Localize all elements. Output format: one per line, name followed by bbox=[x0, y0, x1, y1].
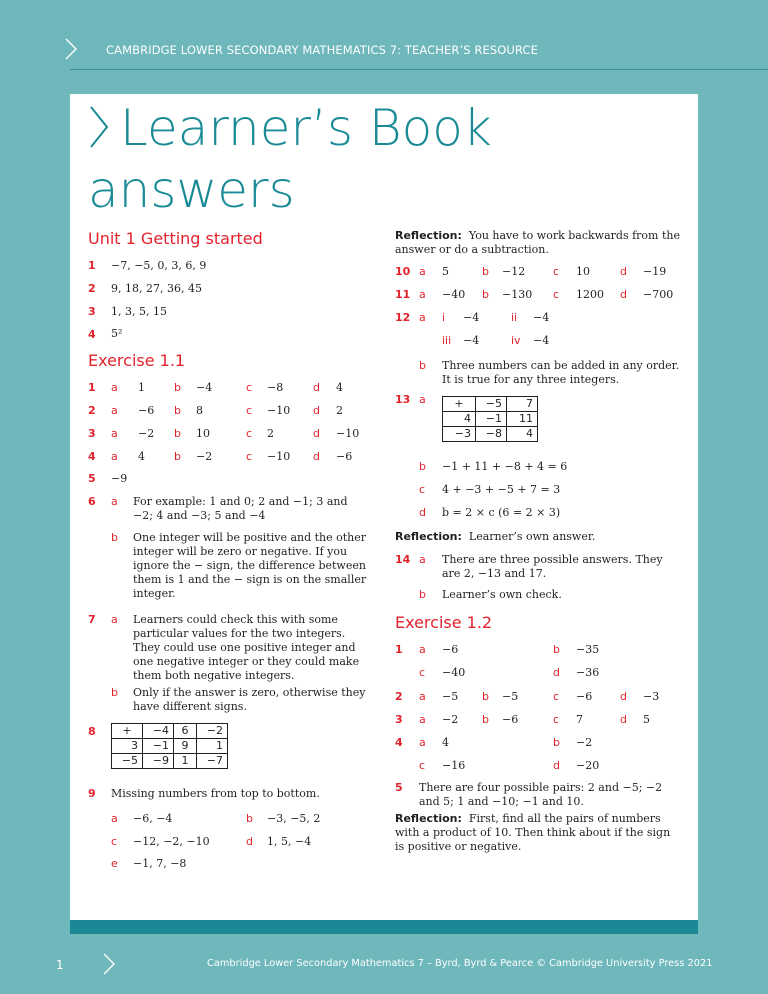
part-label: c bbox=[246, 404, 253, 417]
section-heading-exercise-1-2: Exercise 1.2 bbox=[395, 613, 493, 632]
answer: −2 bbox=[138, 427, 155, 440]
answer: 9, 18, 27, 36, 45 bbox=[111, 282, 202, 295]
answer: −2 bbox=[196, 450, 213, 463]
answer: −10 bbox=[267, 450, 291, 463]
part-label: b bbox=[246, 812, 253, 825]
header-rule bbox=[70, 69, 768, 70]
question-number: 2 bbox=[88, 282, 96, 295]
part-label: d bbox=[553, 666, 560, 679]
answer-text: Missing numbers from top to bottom. bbox=[111, 787, 320, 800]
part-label: a bbox=[419, 265, 426, 278]
question-number: 11 bbox=[395, 288, 411, 301]
answer: 10 bbox=[576, 265, 590, 278]
reflection-note: Reflection: Learner’s own answer. bbox=[395, 530, 596, 543]
page-header bbox=[0, 0, 768, 70]
part-label: a bbox=[111, 450, 118, 463]
addition-grid bbox=[442, 396, 538, 442]
header-title: CAMBRIDGE LOWER SECONDARY MATHEMATICS 7: TEACHER’S RESOURCE bbox=[106, 43, 538, 57]
answer: −4 bbox=[533, 334, 550, 347]
part-label: c bbox=[553, 265, 560, 278]
answer: −12 bbox=[502, 265, 526, 278]
answer: −10 bbox=[336, 427, 360, 440]
chevron-right-icon bbox=[102, 953, 116, 975]
answer: −3, −5, 2 bbox=[267, 812, 321, 825]
part-label: e bbox=[111, 857, 118, 870]
answer-text: Only if the answer is zero, otherwise they have different signs. bbox=[133, 686, 366, 713]
answer-text: Learner’s own check. bbox=[442, 588, 562, 601]
grid-cell: 6 bbox=[174, 724, 197, 739]
question-number: 5 bbox=[395, 781, 403, 794]
answer: −36 bbox=[576, 666, 600, 679]
answer: −6, −4 bbox=[133, 812, 173, 825]
part-label: d bbox=[313, 404, 320, 417]
answer: −5 bbox=[442, 690, 459, 703]
subpart-label: iv bbox=[511, 334, 521, 347]
grid-cell: 4 bbox=[443, 412, 476, 427]
reflection-note: Reflection: You have to work backwards from the answer or do a subtraction. bbox=[395, 229, 680, 256]
part-label: b bbox=[482, 288, 489, 301]
question-number: 10 bbox=[395, 265, 411, 278]
answer: 7 bbox=[576, 713, 583, 726]
part-label: a bbox=[111, 404, 118, 417]
part-label: b bbox=[174, 450, 181, 463]
part-label: c bbox=[111, 835, 118, 848]
answer: 10 bbox=[196, 427, 210, 440]
subpart-label: ii bbox=[511, 311, 518, 324]
grid-cell: −1 bbox=[143, 739, 174, 754]
answer: −9 bbox=[111, 472, 128, 485]
grid-cell: + bbox=[443, 397, 476, 412]
answer: −35 bbox=[576, 643, 600, 656]
question-number: 6 bbox=[88, 495, 96, 508]
answer: −40 bbox=[442, 288, 466, 301]
answer: 1 bbox=[138, 381, 145, 394]
answer: 8 bbox=[196, 404, 203, 417]
question-number: 1 bbox=[395, 643, 403, 656]
answer: −16 bbox=[442, 759, 466, 772]
reflection-note: Reflection: First, find all the pairs of numbers with a product of 10. Then think about if the sign is positive or negative. bbox=[395, 812, 671, 853]
grid-cell: −9 bbox=[143, 754, 174, 769]
part-label: b bbox=[111, 531, 118, 544]
answer-text: Three numbers can be added in any order. It is true for any three integers. bbox=[442, 359, 680, 386]
answer: 5² bbox=[111, 327, 123, 340]
chevron-right-icon bbox=[88, 105, 110, 149]
part-label: c bbox=[419, 483, 426, 496]
part-label: b bbox=[419, 588, 426, 601]
part-label: b bbox=[174, 404, 181, 417]
grid-cell: −4 bbox=[143, 724, 174, 739]
answer: −8 bbox=[267, 381, 284, 394]
part-label: a bbox=[111, 381, 118, 394]
part-label: a bbox=[419, 713, 426, 726]
grid-cell: −7 bbox=[197, 754, 228, 769]
part-label: c bbox=[246, 381, 253, 394]
question-number: 8 bbox=[88, 725, 96, 738]
question-number: 13 bbox=[395, 393, 411, 406]
answer: −6 bbox=[138, 404, 155, 417]
answer: −5 bbox=[502, 690, 519, 703]
part-label: b bbox=[482, 265, 489, 278]
part-label: d bbox=[620, 713, 627, 726]
subpart-label: iii bbox=[442, 334, 452, 347]
answer: 5 bbox=[643, 713, 650, 726]
answer: 4 bbox=[138, 450, 145, 463]
answer: −3 bbox=[643, 690, 660, 703]
part-label: a bbox=[111, 613, 118, 626]
part-label: c bbox=[553, 690, 560, 703]
grid-cell: + bbox=[112, 724, 143, 739]
part-label: c bbox=[553, 713, 560, 726]
answer: −19 bbox=[643, 265, 667, 278]
part-label: a bbox=[111, 427, 118, 440]
part-label: b bbox=[553, 643, 560, 656]
part-label: c bbox=[419, 666, 426, 679]
part-label: a bbox=[419, 690, 426, 703]
grid-cell: −5 bbox=[476, 397, 507, 412]
answer: −40 bbox=[442, 666, 466, 679]
part-label: a bbox=[111, 495, 118, 508]
answer: 2 bbox=[267, 427, 274, 440]
part-label: a bbox=[419, 288, 426, 301]
answer: 5 bbox=[442, 265, 449, 278]
part-label: d bbox=[553, 759, 560, 772]
question-number: 3 bbox=[395, 713, 403, 726]
part-label: d bbox=[620, 265, 627, 278]
grid-cell: 9 bbox=[174, 739, 197, 754]
grid-cell: −5 bbox=[112, 754, 143, 769]
question-number: 4 bbox=[395, 736, 403, 749]
answer: −20 bbox=[576, 759, 600, 772]
section-heading-exercise-1-1: Exercise 1.1 bbox=[88, 351, 186, 370]
part-label: b bbox=[174, 381, 181, 394]
answer: 1, 5, −4 bbox=[267, 835, 312, 848]
answer: −130 bbox=[502, 288, 533, 301]
part-label: a bbox=[111, 812, 118, 825]
part-label: a bbox=[419, 643, 426, 656]
answer: −10 bbox=[267, 404, 291, 417]
answer: −6 bbox=[576, 690, 593, 703]
section-heading-getting-started: Unit 1 Getting started bbox=[88, 229, 263, 248]
answer: −2 bbox=[576, 736, 593, 749]
part-label: b bbox=[419, 359, 426, 372]
answer: −4 bbox=[533, 311, 550, 324]
part-label: d bbox=[246, 835, 253, 848]
question-number: 5 bbox=[88, 472, 96, 485]
question-number: 2 bbox=[395, 690, 403, 703]
answer: −4 bbox=[463, 334, 480, 347]
question-number: 12 bbox=[395, 311, 411, 324]
part-label: b bbox=[419, 460, 426, 473]
answer: −4 bbox=[196, 381, 213, 394]
grid-cell: −1 bbox=[476, 412, 507, 427]
footer-citation: Cambridge Lower Secondary Mathematics 7 – Byrd, Byrd & Pearce © Cambridge University Press 2021 bbox=[207, 958, 713, 969]
grid-cell: 1 bbox=[174, 754, 197, 769]
page-number: 1 bbox=[56, 958, 64, 972]
part-label: a bbox=[419, 553, 426, 566]
part-label: d bbox=[313, 381, 320, 394]
answer: 4 + −3 + −5 + 7 = 3 bbox=[442, 483, 561, 496]
answer-text: One integer will be positive and the other integer will be zero or negative. If you ignore the − sign, the difference between them is 1 and the − sign is on the smaller integer. bbox=[133, 531, 367, 600]
answer: b = 2 × c (6 = 2 × 3) bbox=[442, 506, 561, 519]
part-label: b bbox=[553, 736, 560, 749]
answer: −1, 7, −8 bbox=[133, 857, 187, 870]
grid-cell: 1 bbox=[197, 739, 228, 754]
question-number: 3 bbox=[88, 427, 96, 440]
part-label: a bbox=[419, 311, 426, 324]
grid-cell: −8 bbox=[476, 427, 507, 442]
grid-cell: 11 bbox=[507, 412, 538, 427]
answer: −7, −5, 0, 3, 6, 9 bbox=[111, 259, 207, 272]
answer: −2 bbox=[442, 713, 459, 726]
answer-text: For example: 1 and 0; 2 and −1; 3 and −2; 4 and −3; 5 and −4 bbox=[133, 495, 348, 522]
answer: 4 bbox=[442, 736, 449, 749]
question-number: 7 bbox=[88, 613, 96, 626]
part-label: b bbox=[174, 427, 181, 440]
grid-cell: 4 bbox=[507, 427, 538, 442]
part-label: d bbox=[313, 427, 320, 440]
part-label: b bbox=[482, 690, 489, 703]
grid-cell: 3 bbox=[112, 739, 143, 754]
part-label: c bbox=[419, 759, 426, 772]
question-number: 4 bbox=[88, 328, 96, 341]
grid-cell: −2 bbox=[197, 724, 228, 739]
page-title: Learner’s Book answers bbox=[88, 99, 492, 219]
answer-text: There are three possible answers. They are 2, −13 and 17. bbox=[442, 553, 663, 580]
question-number: 2 bbox=[88, 404, 96, 417]
chevron-right-icon bbox=[64, 38, 78, 60]
part-label: d bbox=[620, 690, 627, 703]
part-label: a bbox=[419, 736, 426, 749]
answer-text: Learners could check this with some particular values for the two integers. They could use one positive integer and one negative integer or they could make them both negative integers. bbox=[133, 613, 360, 682]
answer: 4 bbox=[336, 381, 343, 394]
part-label: c bbox=[553, 288, 560, 301]
part-label: d bbox=[313, 450, 320, 463]
answer: 1200 bbox=[576, 288, 604, 301]
question-number: 1 bbox=[88, 381, 96, 394]
answer-text: There are four possible pairs: 2 and −5; −2 and 5; 1 and −10; −1 and 10. bbox=[419, 781, 663, 808]
question-number: 3 bbox=[88, 305, 96, 318]
answer: −6 bbox=[502, 713, 519, 726]
part-label: b bbox=[111, 686, 118, 699]
answer: −12, −2, −10 bbox=[133, 835, 210, 848]
answer: 2 bbox=[336, 404, 343, 417]
addition-grid bbox=[111, 723, 228, 769]
answer: −6 bbox=[336, 450, 353, 463]
question-number: 14 bbox=[395, 553, 411, 566]
part-label: a bbox=[419, 393, 426, 406]
answer: −6 bbox=[442, 643, 459, 656]
answer: −1 + 11 + −8 + 4 = 6 bbox=[442, 460, 568, 473]
question-number: 9 bbox=[88, 787, 96, 800]
part-label: c bbox=[246, 427, 253, 440]
part-label: c bbox=[246, 450, 253, 463]
part-label: d bbox=[620, 288, 627, 301]
answer: −4 bbox=[463, 311, 480, 324]
subpart-label: i bbox=[442, 311, 446, 324]
question-number: 4 bbox=[88, 450, 96, 463]
grid-cell: 7 bbox=[507, 397, 538, 412]
footer-bar bbox=[70, 920, 698, 934]
question-number: 1 bbox=[88, 259, 96, 272]
answer: −700 bbox=[643, 288, 674, 301]
part-label: d bbox=[419, 506, 426, 519]
grid-cell: −3 bbox=[443, 427, 476, 442]
answer: 1, 3, 5, 15 bbox=[111, 305, 167, 318]
part-label: b bbox=[482, 713, 489, 726]
